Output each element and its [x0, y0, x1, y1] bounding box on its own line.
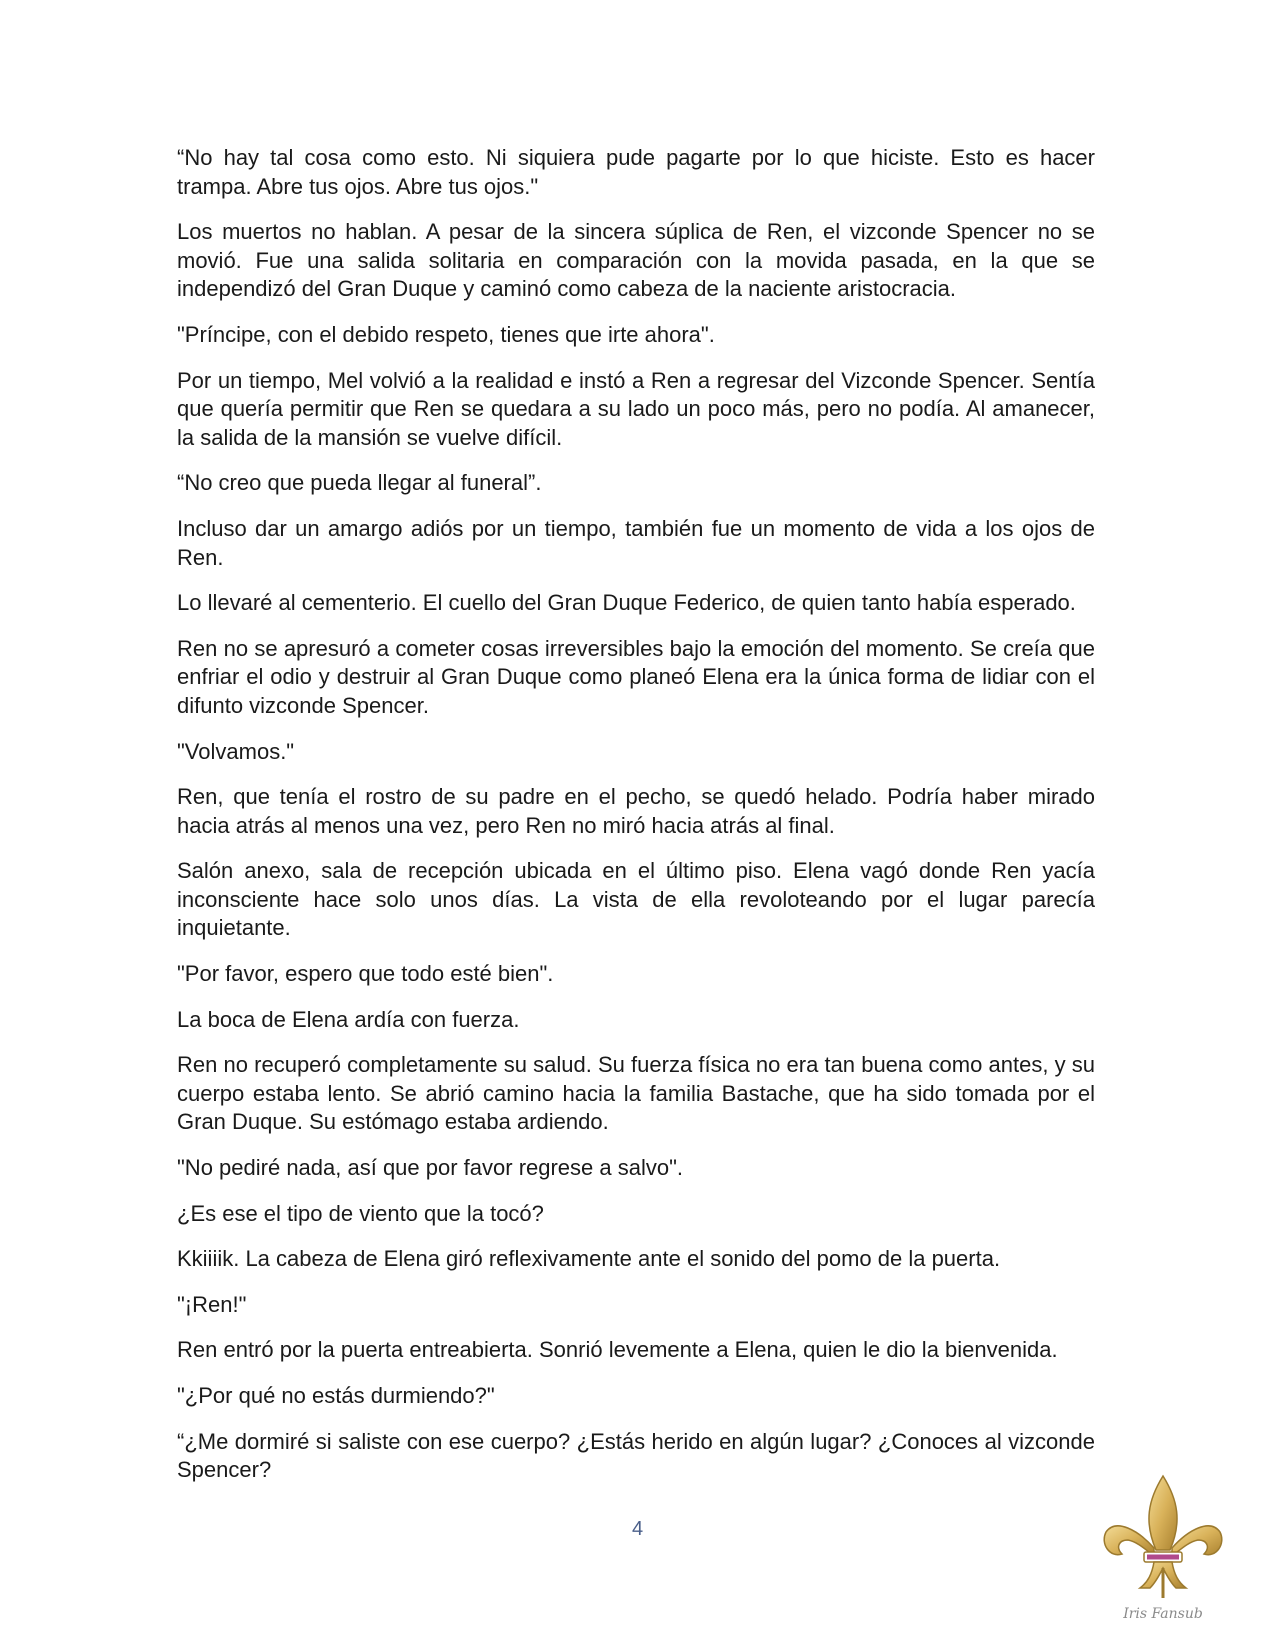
fansub-logo [1098, 1470, 1228, 1630]
paragraph: “¿Me dormiré si saliste con ese cuerpo? ¿Estás herido en algún lugar? ¿Conoces al vizconde Spencer? [177, 1428, 1095, 1483]
paragraph: Ren no se apresuró a cometer cosas irreversibles bajo la emoción del momento. Se creía que enfriar el odio y destruir al Gran Duque como planeó Elena era la única forma de lidiar con el difunto vizconde Spencer. [177, 635, 1095, 718]
paragraph: ¿Es ese el tipo de viento que la tocó? [177, 1200, 544, 1226]
paragraph: "Volvamos." [177, 738, 295, 764]
paragraph: "¿Por qué no estás durmiendo?" [177, 1383, 495, 1408]
paragraph: Ren entró por la puerta entreabierta. Sonrió levemente a Elena, quien le dio la bienvenida. [177, 1337, 1058, 1363]
page-number: 4 [631, 1518, 644, 1540]
paragraph: La boca de Elena ardía con fuerza. [177, 1006, 520, 1032]
fleur-de-lis-icon [1098, 1470, 1228, 1606]
paragraph: Lo llevaré al cementerio. El cuello del Gran Duque Federico, de quien tanto había esperado. [177, 590, 1076, 616]
paragraph: “No creo que pueda llegar al funeral”. [177, 470, 542, 496]
paragraph: Kkiiiik. La cabeza de Elena giró reflexivamente ante el sonido del pomo de la puerta. [177, 1246, 1001, 1272]
paragraph: Ren, que tenía el rostro de su padre en el pecho, se quedó helado. Podría haber mirado hacia atrás al menos una vez, pero Ren no miró hacia atrás al final. [177, 784, 1095, 838]
paragraph: Incluso dar un amargo adiós por un tiempo, también fue un momento de vida a los ojos de Ren. [177, 515, 1095, 570]
fansub-signature: Iris Fansub [1123, 1606, 1203, 1622]
paragraph: "Por favor, espero que todo esté bien". [177, 961, 554, 987]
paragraph: Ren no recuperó completamente su salud. Su fuerza física no era tan buena como antes, y su cuerpo estaba lento. Se abrió camino hacia la familia Bastache, que ha sido tomada por el Gran Duque. Su estómago estaba ardiendo. [177, 1052, 1095, 1135]
paragraph: “No hay tal cosa como esto. Ni siquiera pude pagarte por lo que hiciste. Esto es hacer trampa. Abre tus ojos. Abre tus ojos." [177, 145, 1095, 199]
paragraph: Los muertos no hablan. A pesar de la sincera súplica de Ren, el vizconde Spencer no se movió. Fue una salida solitaria en comparación con la movida pasada, en la que se independizó del Gran Duque y caminó como cabeza de la naciente aristocracia. [177, 219, 1095, 302]
paragraph: "¡Ren!" [177, 1291, 247, 1317]
paragraph: "Príncipe, con el debido respeto, tienes que irte ahora". [177, 321, 715, 347]
paragraph: Por un tiempo, Mel volvió a la realidad e instó a Ren a regresar del Vizconde Spencer. Sentía que quería permitir que Ren se quedara a su lado un poco más, pero no podía. Al amanecer, la salida de la mansión se vuelve difícil. [177, 367, 1095, 450]
text-body [177, 144, 1095, 1502]
paragraph: Salón anexo, sala de recepción ubicada en el último piso. Elena vagó donde Ren yacía inconsciente hace solo unos días. La vista de ella revoloteando por el lugar parecía inquietante. [177, 858, 1095, 941]
paragraph: "No pediré nada, así que por favor regrese a salvo". [177, 1155, 684, 1181]
